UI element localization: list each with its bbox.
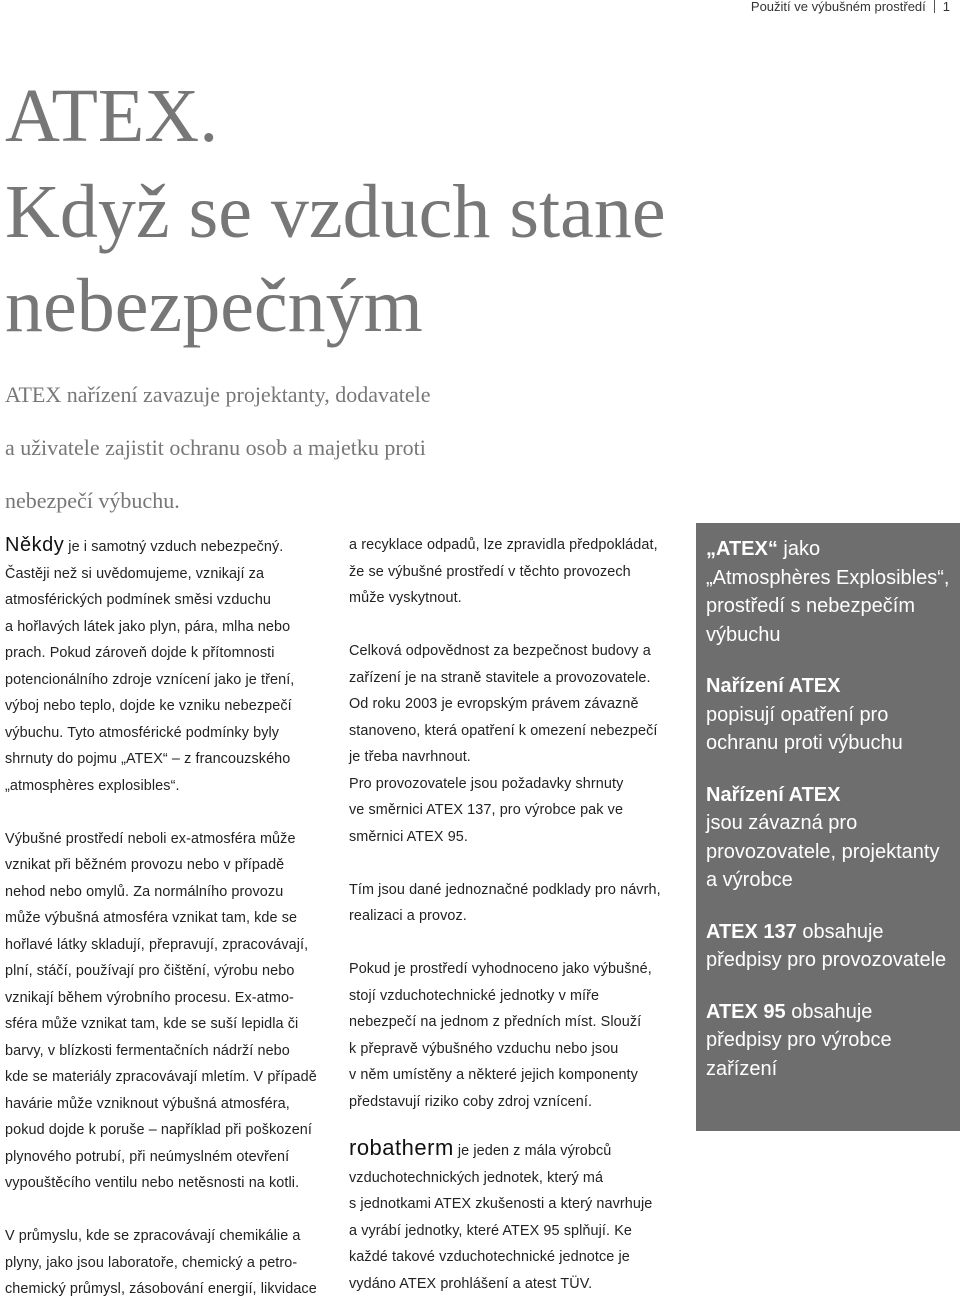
- col2-line: stanoveno, která opatření k omezení nebezpečí: [349, 722, 658, 739]
- header-divider: [934, 0, 935, 13]
- col2-line: a vyrábí jednotky, které ATEX 95 splňují. Ke: [349, 1222, 633, 1239]
- col1-line: potencionálního zdroje vznícení jako je tření,: [5, 671, 295, 688]
- col1-line: nehod nebo omylů. Za normálního provozu: [5, 883, 284, 900]
- col2-line: Celková odpovědnost za bezpečnost budovy a: [349, 643, 651, 659]
- col2-line: každé takové vzduchotechnické jednotce je: [349, 1249, 630, 1265]
- col1-line: vypouštěcího ventilu nebo netěsnosti na kotli.: [5, 1175, 300, 1191]
- sidebar-block-1: „ATEX“ jako „Atmosphères Explosibles“, prostředí s nebezpečím výbuchu: [706, 538, 950, 646]
- col1-line: hořlavé látky skladují, přepravují, zpracovávají,: [5, 936, 309, 953]
- col1-line: může výbušná atmosféra vznikat tam, kde se: [5, 910, 298, 926]
- col2-line: je třeba navrhnout.: [349, 749, 471, 765]
- col1-line: shrnuty do pojmu „ATEX“ – z francouzského: [5, 751, 291, 767]
- col2-line: nebezpečí na jednom z předních míst. Slouží: [349, 1014, 642, 1030]
- title-line-3: nebezpečným: [5, 264, 423, 348]
- col2-line: Tím jsou dané jednoznačné podklady pro návrh,: [349, 881, 661, 898]
- col2-line: v něm umístěny a některé jejich komponenty: [349, 1067, 638, 1083]
- sidebar-block-3: Nařízení ATEX jsou závazná pro provozovatele, projektanty a výrobce: [706, 783, 940, 891]
- col2-line: představují riziko coby zdroj vznícení.: [349, 1093, 593, 1110]
- col1-line: chemický průmysl, zásobování energií, likvidace: [5, 1281, 317, 1297]
- text-column-1: [5, 532, 335, 1303]
- col2-line: a recyklace odpadů, lze zpravidla předpokládat,: [349, 537, 658, 553]
- col2-line: zařízení je na straně stavitele a provozovatele.: [349, 669, 651, 686]
- sidebar-block-2: Nařízení ATEX popisují opatření pro ochranu proti výbuchu: [706, 675, 903, 754]
- col1-line: vznikat při běžném provozu nebo v případě: [5, 857, 285, 873]
- col2-line: Od roku 2003 je evropským právem závazně: [349, 696, 639, 712]
- col2-line: vydáno ATEX prohlášení a atest TÜV.: [349, 1275, 593, 1292]
- subtitle-line-2: a uživatele zajistit ochranu osob a majetku proti: [5, 435, 426, 460]
- col1-line: sféra může vznikat tam, kde se suší lepidla či: [5, 1016, 299, 1032]
- col1-line: Někdy je i samotný vzduch nebezpečný.: [5, 534, 284, 556]
- col2-line: stojí vzduchotechnické jednotky v míře: [349, 987, 600, 1004]
- col1-line: vznikají během výrobního procesu. Ex-atmo-: [5, 989, 294, 1006]
- col1-line: havárie může vzniknout výbušná atmosféra,: [5, 1095, 290, 1112]
- running-header: [751, 0, 950, 14]
- summary-sidebar: [696, 523, 960, 1131]
- section-title: Použití ve výbušném prostředí: [750, 0, 926, 14]
- col1-line: pokud dojde k poruše – například při poškození: [5, 1122, 312, 1138]
- col1-line: Častěji než si uvědomujeme, vznikají za: [5, 565, 265, 582]
- col1-line: Výbušné prostředí neboli ex-atmosféra může: [5, 830, 296, 847]
- title-line-1: ATEX.: [5, 74, 219, 158]
- col2-line: směrnici ATEX 95.: [349, 828, 468, 845]
- subtitle-line-1: ATEX nařízení zavazuje projektanty, dodavatele: [5, 382, 431, 407]
- title-line-2: Když se vzduch stane: [5, 170, 666, 254]
- col2-line: k přepravě výbušného vzduchu nebo jsou: [349, 1040, 619, 1057]
- col2-line: že se výbušné prostředí v těchto provozech: [349, 563, 631, 580]
- col1-line: výboj nebo teplo, dojde ke vzniku nebezpečí: [5, 698, 292, 714]
- col1-line: „atmosphères explosibles“.: [5, 777, 180, 794]
- subtitle-line-3: nebezpečí výbuchu.: [5, 488, 180, 513]
- subtitle: [5, 368, 565, 527]
- col2-line: vzduchotechnických jednotek, který má: [349, 1169, 604, 1186]
- col1-line: plní, stáčí, používají pro čištění, výrobu nebo: [5, 963, 295, 979]
- col1-line: plynového potrubí, při neúmyslném otevření: [5, 1148, 290, 1165]
- col1-line: a hořlavých látek jako plyn, pára, mlha nebo: [5, 618, 291, 635]
- col2-line: s jednotkami ATEX zkušenosti a který navrhuje: [349, 1196, 653, 1212]
- col2-line: Pro provozovatele jsou požadavky shrnuty: [349, 775, 624, 792]
- sidebar-block-4: ATEX 137 obsahuje předpisy pro provozovatele: [706, 920, 947, 971]
- col1-line: barvy, v blízkosti fermentačních nádrží nebo: [5, 1042, 290, 1059]
- col1-line: výbuchu. Tyto atmosférické podmínky byly: [5, 724, 280, 741]
- col1-line: prach. Pokud zároveň dojde k přítomnosti: [5, 645, 275, 661]
- col2-line: robatherm je jeden z mála výrobců: [349, 1135, 612, 1160]
- col1-line: kde se materiály zpracovávají mletím. V případě: [5, 1069, 317, 1085]
- sidebar-block-5: ATEX 95 obsahuje předpisy pro výrobce zařízení: [706, 1000, 892, 1080]
- brand-name: robatherm: [349, 1135, 454, 1160]
- text-column-2: [349, 532, 689, 1297]
- col1-line: V průmyslu, kde se zpracovávají chemikálie a: [5, 1228, 301, 1244]
- col2-line: může vyskytnout.: [349, 590, 462, 606]
- col1-line: plyny, jako jsou laboratoře, chemický a petro-: [5, 1254, 298, 1271]
- lead-word: Někdy: [5, 534, 65, 556]
- col2-line: ve směrnici ATEX 137, pro výrobce pak ve: [349, 802, 624, 818]
- col2-line: realizaci a provoz.: [349, 908, 467, 924]
- col2-line: Pokud je prostředí vyhodnoceno jako výbušné,: [349, 961, 652, 977]
- col1-line: atmosférických podmínek směsi vzduchu: [5, 592, 272, 608]
- page-number: 1: [942, 0, 950, 14]
